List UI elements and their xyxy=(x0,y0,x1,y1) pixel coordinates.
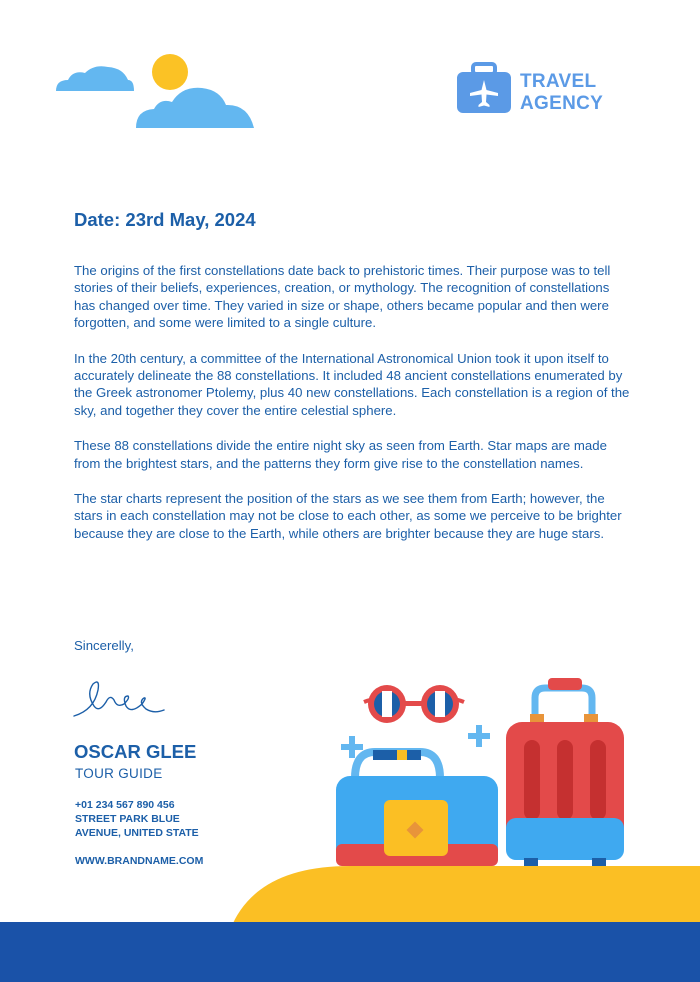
sky-decoration xyxy=(50,50,260,135)
sparkle-plus-icon xyxy=(468,725,490,747)
letter-closing: Sincerelly, xyxy=(74,638,134,653)
paragraph: In the 20th century, a committee of the International Astronomical Union took it upon itself to accurately delineate the 88 constellations. It included 48 ancient constellations enumerated by the Greek astronomer Ptolemy, plus 40 new constellations. Each constellation is a region of the sky, and together they cover the entire celestial sphere. xyxy=(74,350,630,418)
briefcase-plane-icon xyxy=(456,62,512,114)
signer-role: TOUR GUIDE xyxy=(75,766,163,781)
letter-body xyxy=(74,262,634,560)
website-link[interactable]: WWW.BRANDNAME.COM xyxy=(75,855,204,867)
paragraph: These 88 constellations divide the entire night sky as seen from Earth. Star maps are made from the brightest stars, and the patterns they form give rise to the constellation names. xyxy=(74,438,607,471)
footer-band xyxy=(0,922,700,982)
paragraph: The origins of the first constellations date back to prehistoric times. Their purpose was to tell stories of their beliefs, experiences, creation, or mythology. The recognition of constellations has changed over time. They varied in size or shape, others became popular and then were forgotten, and some were limited to a single culture. xyxy=(74,263,611,331)
brand-name-line1: TRAVEL xyxy=(520,71,597,92)
travel-bag-icon xyxy=(336,750,498,866)
sunglasses-icon xyxy=(364,685,464,723)
signer-contact xyxy=(75,798,199,840)
cloud-icon xyxy=(136,88,254,128)
brand-name xyxy=(520,71,603,115)
letter-date: Date: 23rd May, 2024 xyxy=(74,209,256,230)
signer-address-line1: STREET PARK BLUE xyxy=(75,813,180,825)
handwritten-signature xyxy=(72,672,172,722)
sand-hill xyxy=(230,866,700,930)
paragraph: The star charts represent the position of the stars as we see them from Earth; however, the stars in each constellation may not be close to each other, as some we perceive to be brighter because they are close to the Earth, while others are brighter because they are huge stars. xyxy=(74,491,622,541)
brand-logo xyxy=(456,62,626,116)
signer-name: OSCAR GLEE xyxy=(74,741,197,762)
travel-illustration xyxy=(230,670,700,930)
signer-phone: +01 234 567 890 456 xyxy=(75,799,175,811)
cloud-icon xyxy=(56,66,134,91)
suitcase-icon xyxy=(506,678,624,866)
sun-icon xyxy=(152,54,188,90)
brand-name-line2: AGENCY xyxy=(520,93,604,114)
signer-address-line2: AVENUE, UNITED STATE xyxy=(75,827,199,839)
